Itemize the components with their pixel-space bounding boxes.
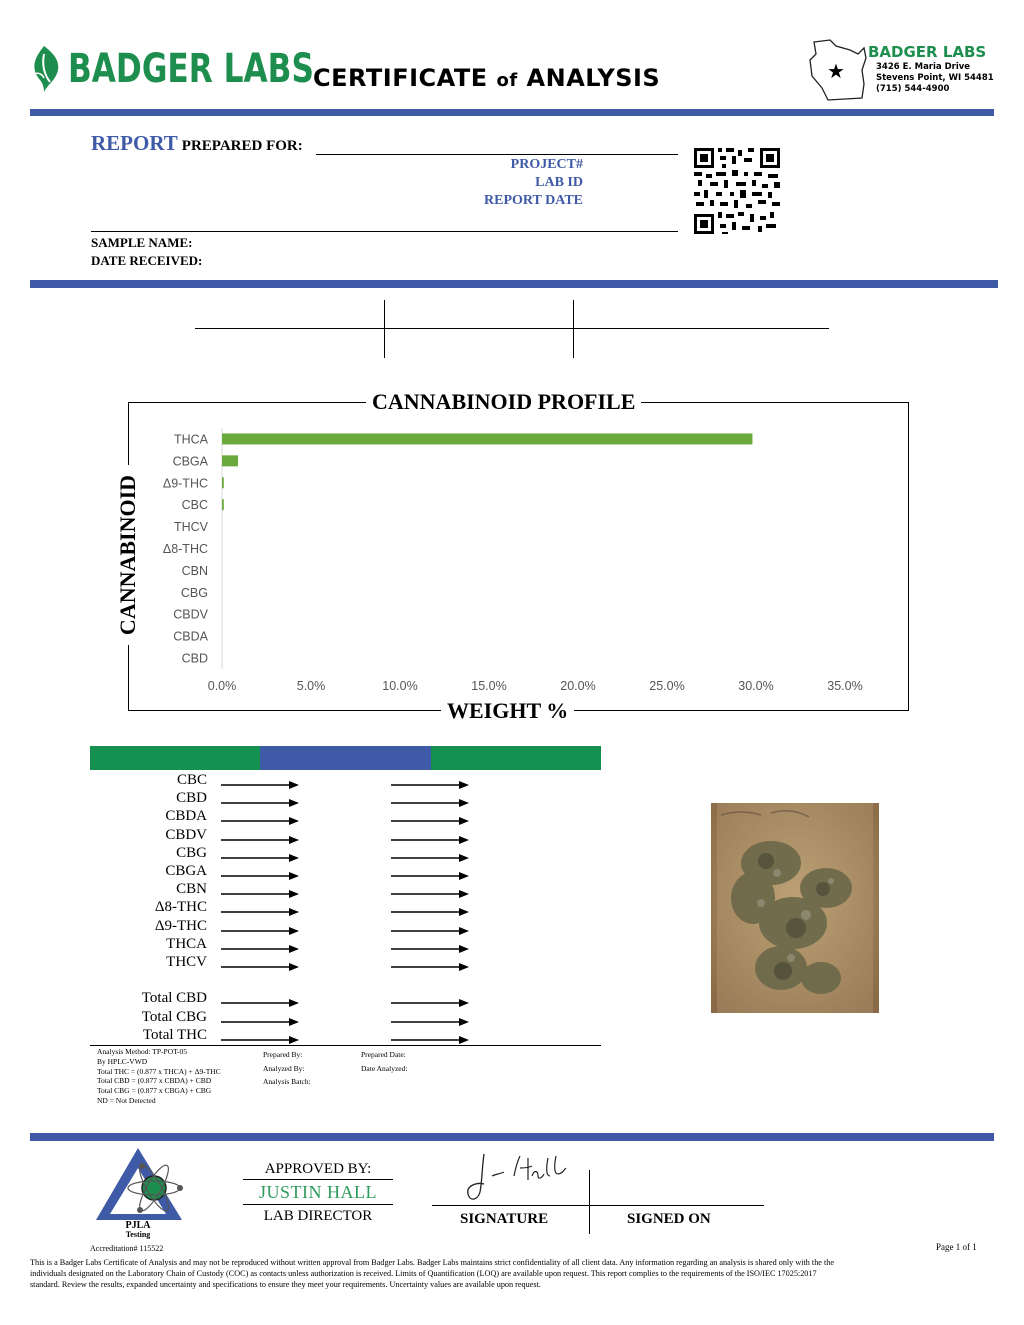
result-row-label: CBG	[176, 844, 207, 861]
chart-bar	[222, 455, 238, 466]
footer-divider	[30, 1133, 994, 1141]
address-company: BADGER LABS	[868, 43, 987, 61]
chart-category-label: CBC	[181, 498, 208, 513]
result-arrow	[391, 904, 469, 922]
chart-bar	[222, 433, 752, 444]
result-row-label: Δ8-THC	[154, 899, 207, 916]
chart-xlabel: WEIGHT %	[441, 698, 574, 724]
chart-category-label: Δ9-THC	[162, 476, 208, 491]
chart-x-tick-label: 10.0%	[382, 679, 418, 693]
chart-x-tick-label: 15.0%	[471, 679, 507, 693]
address-line2: Stevens Point, WI 54481	[876, 73, 994, 83]
method-line: Total THC = (0.877 x THCA) + Δ9-THC	[97, 1066, 221, 1076]
chart-category-label: CBG	[180, 585, 208, 600]
project-labels	[443, 156, 583, 210]
result-arrow	[391, 995, 469, 1013]
result-arrow	[391, 886, 469, 904]
director-name: JUSTIN HALL	[259, 1182, 377, 1202]
result-row-label: THCV	[166, 954, 207, 970]
result-row-label: THCA	[166, 935, 207, 952]
result-arrow	[391, 959, 469, 977]
result-row-label: CBD	[176, 790, 207, 807]
chart-title: CANNABINOID PROFILE	[366, 389, 641, 415]
signature-label: SIGNATURE	[460, 1211, 549, 1227]
chart-category-label: CBDA	[173, 629, 208, 644]
result-arrow	[391, 923, 469, 941]
table-header-bar	[90, 746, 601, 770]
director-title: LAB DIRECTOR	[263, 1208, 373, 1224]
disclaimer-line-1: This is a Badger Labs Certificate of Analysis and may not be reproduced without written approval from Badger Labs. Badger Labs maintains strict confidentiality of all client data. Any information regarding an analysis is shared only with the the	[30, 1258, 834, 1267]
report-info-divider	[30, 280, 998, 288]
signature-image	[462, 1148, 572, 1206]
page-number: Page 1 of 1	[936, 1242, 977, 1252]
chart-x-tick-label: 20.0%	[560, 679, 596, 693]
result-row-label: Total CBD	[141, 990, 207, 1006]
sample-name-label: SAMPLE NAME:	[91, 235, 193, 250]
approved-line	[243, 1179, 393, 1180]
result-arrow	[391, 868, 469, 886]
chart-category-label: CBN	[181, 563, 208, 578]
director-line	[243, 1204, 393, 1205]
result-row-label: CBDA	[165, 808, 207, 825]
chart-category-label: THCA	[173, 432, 208, 447]
chart-category-label: Δ8-THC	[162, 541, 208, 556]
prepared-for-label: PREPARED FOR:	[181, 138, 303, 154]
address-line1: 3426 E. Maria Drive	[876, 62, 971, 72]
method-line: Total CBD = (0.877 x CBDA) + CBD	[97, 1076, 212, 1086]
method-line: Analysis Method: TP-POT-05	[97, 1047, 188, 1056]
prepared-date-label: Prepared Date:	[361, 1050, 406, 1059]
summary-divider-2	[573, 300, 574, 358]
method-notes	[97, 1047, 221, 1106]
result-arrow	[391, 941, 469, 959]
chart-x-tick-label: 0.0%	[207, 679, 237, 693]
pjla-label: PJLA	[125, 1220, 151, 1231]
chart-x-tick-label: 35.0%	[827, 679, 863, 693]
prepared-for-line	[316, 154, 678, 155]
table-header-seg-1	[90, 746, 260, 770]
result-arrow	[221, 868, 299, 886]
title-of: of	[496, 70, 518, 91]
result-arrow	[391, 777, 469, 795]
brand-name: BADGER LABS	[68, 46, 314, 92]
chart-category-label: THCV	[173, 520, 208, 535]
result-row-label: CBC	[176, 772, 207, 788]
result-arrow	[221, 795, 299, 813]
table-bottom-line	[90, 1045, 601, 1046]
project-number-label: PROJECT#	[510, 157, 583, 172]
chart-ylabel: CANNABINOID	[115, 465, 141, 645]
wisconsin-map-icon	[806, 36, 872, 104]
result-arrow	[221, 904, 299, 922]
prepared-by-label: Prepared By:	[263, 1050, 303, 1059]
result-arrow	[391, 795, 469, 813]
result-arrow	[221, 777, 299, 795]
method-line: Total CBG = (0.877 x CBGA) + CBG	[97, 1086, 212, 1096]
report-word: REPORT	[91, 131, 178, 155]
result-arrow	[221, 832, 299, 850]
result-arrow	[391, 850, 469, 868]
approved-by-label: APPROVED BY:	[264, 1161, 372, 1177]
method-line: ND = Not Detected	[97, 1095, 156, 1105]
chart-x-tick-label: 30.0%	[738, 679, 774, 693]
sample-divider-line	[91, 231, 678, 232]
result-arrow	[221, 850, 299, 868]
report-prepared-for	[91, 131, 303, 156]
accreditation-number: Accreditation# 115522	[90, 1244, 164, 1253]
result-arrow	[221, 1014, 299, 1032]
testing-label: Testing	[125, 1230, 151, 1239]
result-arrow	[221, 813, 299, 831]
result-arrow	[391, 832, 469, 850]
result-row-label: CBN	[176, 881, 207, 898]
summary-line	[195, 328, 829, 329]
chart-category-label: CBD	[181, 651, 208, 666]
brand-logo	[30, 40, 314, 100]
result-row-label: Total CBG	[141, 1008, 207, 1025]
table-header-seg-2	[260, 746, 431, 770]
disclaimer	[30, 1257, 996, 1290]
result-arrow	[221, 959, 299, 977]
result-arrow	[221, 995, 299, 1013]
svg-text:★: ★	[827, 59, 845, 83]
result-arrow	[391, 1014, 469, 1032]
chart-bar	[222, 477, 224, 488]
pjla-logo-icon	[94, 1144, 190, 1224]
approved-by-block	[243, 1161, 393, 1225]
result-arrow	[221, 923, 299, 941]
table-header-seg-3	[431, 746, 601, 770]
lab-id-label: LAB ID	[535, 175, 583, 190]
disclaimer-line-3: standard. Review the results, expanded uncertainty and specifications to ensure they meet your requirements. Uncertainty values are available upon request.	[30, 1280, 541, 1289]
analyst-info	[263, 1048, 311, 1089]
date-received-label: DATE RECEIVED:	[91, 253, 203, 268]
title-analysis: ANALYSIS	[526, 64, 661, 92]
address-block	[876, 62, 994, 95]
page-title	[313, 64, 660, 92]
method-line: By HPLC-VWD	[97, 1056, 148, 1066]
result-arrow	[391, 813, 469, 831]
cannabinoid-bar-chart	[140, 420, 900, 700]
qr-code[interactable]	[692, 146, 782, 236]
signed-on-label: SIGNED ON	[627, 1211, 711, 1227]
report-date-label: REPORT DATE	[484, 193, 583, 208]
result-row-label: Δ9-THC	[154, 917, 207, 934]
chart-category-label: CBGA	[172, 454, 208, 469]
analyzed-by-label: Analyzed By:	[263, 1063, 305, 1073]
date-info	[361, 1048, 407, 1075]
sample-photo	[711, 803, 879, 1013]
date-analyzed-label: Date Analyzed:	[361, 1063, 408, 1073]
result-arrow	[221, 941, 299, 959]
address-line3: (715) 544-4900	[876, 84, 950, 94]
result-row-label: Total THC	[142, 1027, 207, 1043]
result-row-label: CBDV	[165, 826, 207, 843]
signature-divider	[589, 1170, 590, 1234]
title-certificate: CERTIFICATE	[313, 64, 488, 92]
result-arrow	[221, 886, 299, 904]
summary-divider-1	[384, 300, 385, 358]
disclaimer-line-2: individuals designated on the Laboratory Chain of Custody (COC) as contacts unless authorization is received. Limits of Quantification (LOQ) are available upon request. This report complies to the requirements of the ISO/IEC 17025:2017	[30, 1269, 817, 1278]
chart-category-label: CBDV	[173, 607, 208, 622]
header-divider	[30, 109, 994, 116]
result-row-label: CBGA	[165, 863, 207, 879]
signature-line	[432, 1205, 764, 1206]
chart-bar	[222, 499, 224, 510]
sample-info	[91, 234, 202, 270]
badger-leaf-icon	[30, 44, 64, 94]
chart-x-tick-label: 25.0%	[649, 679, 685, 693]
pjla-text	[90, 1221, 186, 1239]
chart-x-tick-label: 5.0%	[296, 679, 326, 693]
analysis-batch-label: Analysis Batch:	[263, 1077, 311, 1086]
